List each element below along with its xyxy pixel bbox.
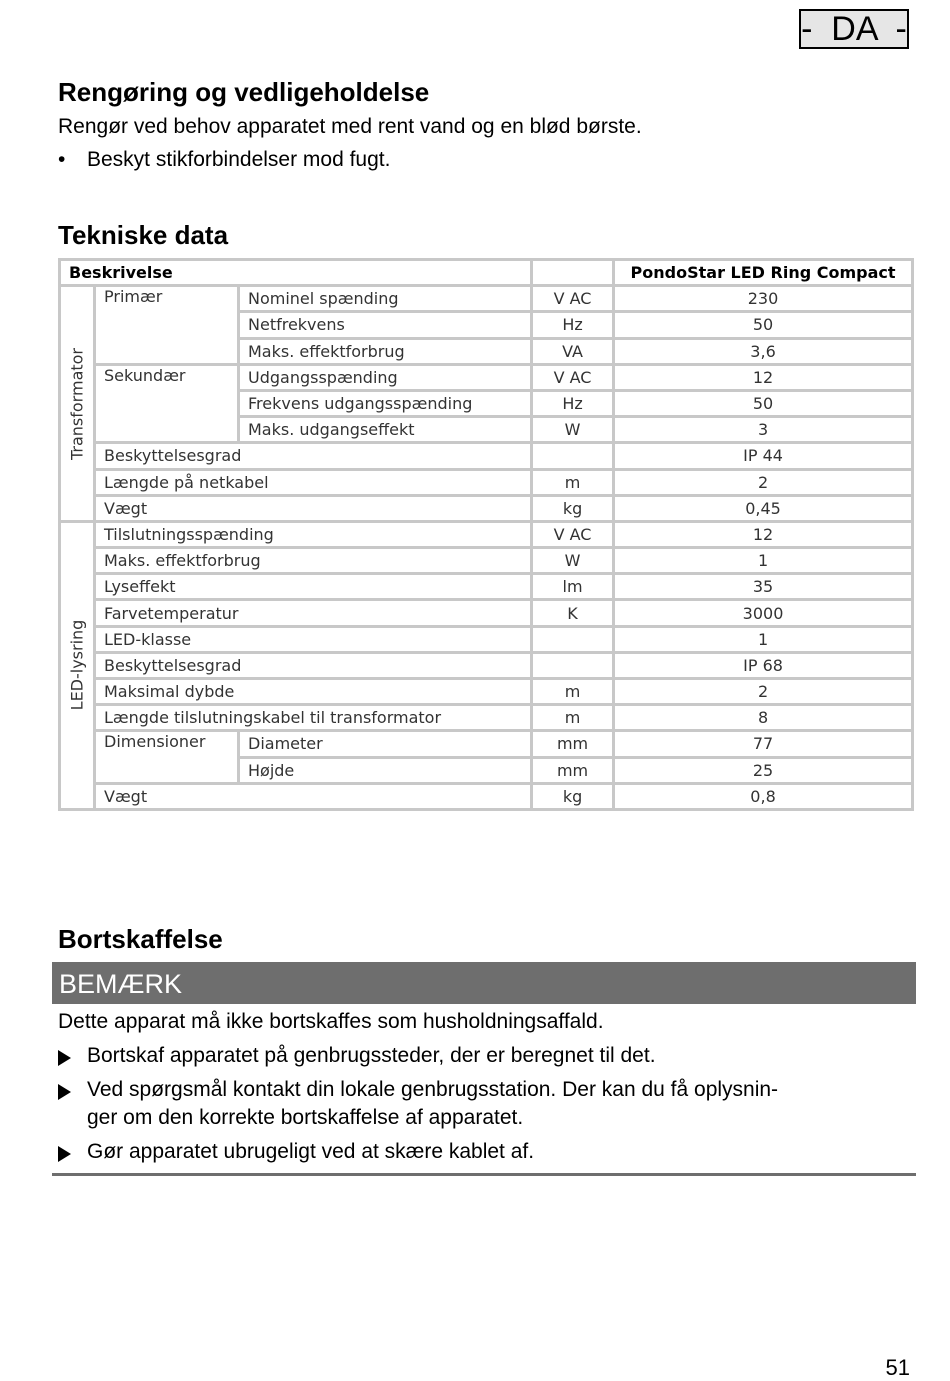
unit-cell: V AC — [532, 521, 614, 547]
language-badge: - DA - — [799, 9, 909, 49]
table-row — [60, 443, 913, 469]
value-cell: 50 — [614, 312, 913, 338]
value-cell: 0,8 — [614, 783, 913, 809]
unit-cell: kg — [532, 495, 614, 521]
unit-cell: V AC — [532, 364, 614, 390]
param-cell: Længde på netkabel — [95, 469, 532, 495]
triangle-bullet-icon — [58, 1082, 71, 1106]
value-cell: 1 — [614, 548, 913, 574]
table-row — [60, 521, 913, 547]
value-cell: 230 — [614, 286, 913, 312]
unit-cell: m — [532, 469, 614, 495]
unit-cell: mm — [532, 731, 614, 757]
table-row — [60, 626, 913, 652]
value-cell: 50 — [614, 390, 913, 416]
header-description: Beskrivelse — [60, 260, 532, 286]
unit-cell: Hz — [532, 390, 614, 416]
value-cell: 12 — [614, 521, 913, 547]
value-cell: 3000 — [614, 600, 913, 626]
param-cell: Maksimal dybde — [95, 679, 532, 705]
table-row — [60, 679, 913, 705]
header-unit — [532, 260, 614, 286]
table-row — [60, 705, 913, 731]
transformer-group-label: Transformator — [67, 347, 87, 460]
param-cell: Maks. udgangseffekt — [239, 417, 532, 443]
unit-cell: K — [532, 600, 614, 626]
unit-cell — [532, 443, 614, 469]
value-cell: 77 — [614, 731, 913, 757]
param-cell: Tilslutningsspænding — [95, 521, 532, 547]
param-cell: Vægt — [95, 783, 532, 809]
note-banner: BEMÆRK — [52, 962, 916, 1004]
unit-cell: m — [532, 679, 614, 705]
bullet-dot-icon: • — [58, 148, 66, 171]
table-row — [60, 731, 913, 757]
disposal-heading: Bortskaffelse — [58, 924, 223, 954]
unit-cell: V AC — [532, 286, 614, 312]
param-cell: LED-klasse — [95, 626, 532, 652]
value-cell: 2 — [614, 469, 913, 495]
param-cell: Længde tilslutningskabel til transformator — [95, 705, 532, 731]
param-cell: Nominel spænding — [239, 286, 532, 312]
value-cell: 35 — [614, 574, 913, 600]
param-cell: Vægt — [95, 495, 532, 521]
disposal-intro: Dette apparat må ikke bortskaffes som husholdningsaffald. — [58, 1010, 604, 1033]
triangle-bullet-icon — [58, 1048, 71, 1072]
param-cell: Lyseffekt — [95, 574, 532, 600]
param-cell: Farvetemperatur — [95, 600, 532, 626]
led-group-cell — [60, 521, 95, 809]
transformer-group-cell — [60, 286, 95, 522]
unit-cell: lm — [532, 574, 614, 600]
table-row — [60, 652, 913, 678]
table-row — [60, 600, 913, 626]
cleaning-text: Rengør ved behov apparatet med rent vand og en blød børste. — [58, 115, 642, 138]
value-cell: 3,6 — [614, 338, 913, 364]
table-row — [60, 364, 913, 390]
param-cell: Beskyttelsesgrad — [95, 443, 532, 469]
value-cell: 1 — [614, 626, 913, 652]
value-cell: 12 — [614, 364, 913, 390]
value-cell: 0,45 — [614, 495, 913, 521]
table-row — [60, 286, 913, 312]
unit-cell: W — [532, 417, 614, 443]
value-cell: IP 44 — [614, 443, 913, 469]
param-cell: Netfrekvens — [239, 312, 532, 338]
unit-cell: kg — [532, 783, 614, 809]
triangle-bullet-icon — [58, 1144, 71, 1168]
primary-label: Primær — [95, 286, 239, 365]
technical-heading: Tekniske data — [58, 220, 229, 250]
unit-cell: mm — [532, 757, 614, 783]
table-header-row — [60, 260, 913, 286]
table-row — [60, 495, 913, 521]
secondary-label: Sekundær — [95, 364, 239, 443]
param-cell: Maks. effektforbrug — [95, 548, 532, 574]
section-divider — [52, 1173, 916, 1176]
param-cell: Diameter — [239, 731, 532, 757]
value-cell: 2 — [614, 679, 913, 705]
unit-cell: W — [532, 548, 614, 574]
dimensions-label: Dimensioner — [95, 731, 239, 783]
table-row — [60, 574, 913, 600]
led-group-label: LED-lysring — [67, 620, 87, 711]
unit-cell — [532, 652, 614, 678]
param-cell: Maks. effektforbrug — [239, 338, 532, 364]
value-cell: IP 68 — [614, 652, 913, 678]
page-number: 51 — [885, 1355, 910, 1380]
technical-data-table — [58, 258, 914, 811]
value-cell: 8 — [614, 705, 913, 731]
param-cell: Frekvens udgangsspænding — [239, 390, 532, 416]
unit-cell: VA — [532, 338, 614, 364]
param-cell: Beskyttelsesgrad — [95, 652, 532, 678]
header-model: PondoStar LED Ring Compact — [614, 260, 913, 286]
unit-cell: m — [532, 705, 614, 731]
table-row — [60, 783, 913, 809]
table-row — [60, 469, 913, 495]
value-cell: 25 — [614, 757, 913, 783]
param-cell: Højde — [239, 757, 532, 783]
param-cell: Udgangsspænding — [239, 364, 532, 390]
unit-cell — [532, 626, 614, 652]
value-cell: 3 — [614, 417, 913, 443]
unit-cell: Hz — [532, 312, 614, 338]
table-row — [60, 548, 913, 574]
cleaning-heading: Rengøring og vedligeholdelse — [58, 77, 430, 107]
